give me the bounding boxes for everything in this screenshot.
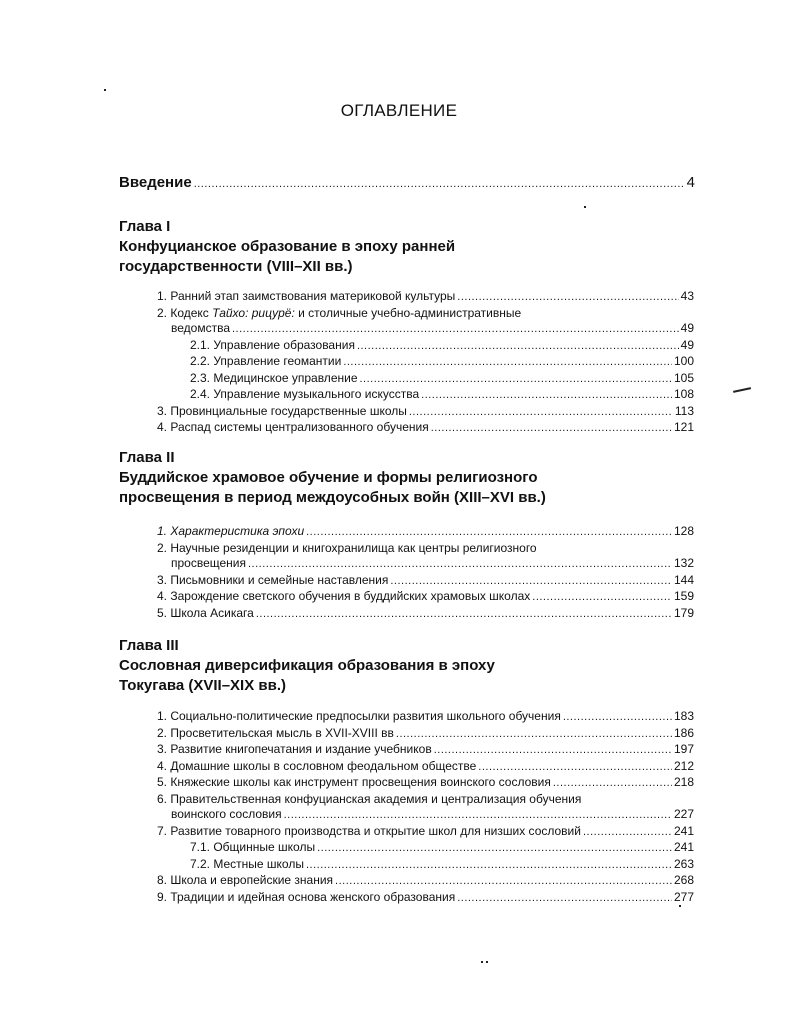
toc-entry-text: 1. Характеристика эпохи xyxy=(157,524,305,538)
toc-entry-page: 128 xyxy=(673,524,694,538)
leader-dots xyxy=(457,290,678,306)
leader-dots xyxy=(306,525,672,541)
toc-entry-text: 2. Кодекс Тайхо: рицурё: и столичные учебно-административные xyxy=(157,305,522,320)
toc-entry-page: 105 xyxy=(673,370,694,385)
toc-entry-text: 1. Ранний этап заимствования материковой культуры xyxy=(157,289,456,303)
toc-entry-text: 4. Домашние школы в сословном феодальном обществе xyxy=(157,758,477,773)
toc-entry-page: 212 xyxy=(673,758,694,773)
toc-entry[interactable] xyxy=(157,404,694,421)
toc-entry[interactable] xyxy=(157,606,694,623)
toc-entry[interactable] xyxy=(157,824,694,841)
toc-entry-text: 9. Традиции и идейная основа женского образования xyxy=(157,889,456,904)
leader-dots xyxy=(360,372,672,388)
toc-entry-text: 7.2. Местные школы xyxy=(190,856,304,871)
toc-entry-text: 1. Социально-политические предпосылки развития школьного обучения xyxy=(157,709,561,723)
toc-entry-page: 159 xyxy=(673,589,694,603)
toc-entry[interactable] xyxy=(157,709,694,726)
toc-entry[interactable] xyxy=(157,524,694,541)
chapter-heading xyxy=(119,636,719,696)
toc-entry[interactable] xyxy=(157,759,694,776)
leader-dots xyxy=(421,388,672,404)
leader-dots xyxy=(343,355,672,371)
toc-entry-page: 263 xyxy=(673,856,694,871)
toc-entry-text: 2.2. Управление геомантии xyxy=(190,354,342,368)
toc-intro-page: 4 xyxy=(686,174,695,191)
leader-dots xyxy=(335,874,672,890)
toc-entry-text: 3. Письмовники и семейные наставления xyxy=(157,572,389,587)
toc-entry-text: 7.1. Общинные школы xyxy=(190,840,316,854)
toc-intro-label: Введение xyxy=(119,174,192,191)
leader-dots xyxy=(478,760,672,776)
toc-entry-page: 132 xyxy=(673,556,694,570)
toc-entry[interactable] xyxy=(157,857,694,874)
toc-entry-page: 241 xyxy=(673,823,694,838)
toc-entry-page: 108 xyxy=(673,387,694,401)
leader-dots xyxy=(396,727,672,743)
chapter-title-line: Токугава (XVII–XIX вв.) xyxy=(119,677,286,694)
chapter-title-line: просвещения в период междоусобных войн (XIII–XVI вв.) xyxy=(119,489,546,506)
leader-dots xyxy=(409,405,673,421)
toc-entry-text-cont: просвещения xyxy=(171,556,246,570)
toc-entry-text: 4. Распад системы централизованного обучения xyxy=(157,420,429,434)
toc-entry-page: 268 xyxy=(673,873,694,887)
toc-entry-text-cont: воинского сословия xyxy=(171,807,282,821)
scan-mark xyxy=(486,961,488,963)
scan-mark xyxy=(104,89,106,91)
toc-entry[interactable] xyxy=(157,742,694,759)
toc-entry-text-cont: ведомства xyxy=(171,321,230,335)
toc-entry-text: 3. Развитие книгопечатания и издание учебников xyxy=(157,742,432,756)
toc-entry-text: 7. Развитие товарного производства и открытие школ для низших сословий xyxy=(157,823,581,838)
toc-entry[interactable] xyxy=(157,338,694,355)
leader-dots xyxy=(357,339,679,355)
chapter-number: Глава I xyxy=(119,218,171,235)
toc-entry-text: 2. Просветительская мысль в XVII-XVIII вв xyxy=(157,725,394,740)
toc-entry[interactable] xyxy=(157,420,694,437)
chapter-number: Глава II xyxy=(119,449,175,466)
chapter-entries xyxy=(157,709,694,906)
leader-dots xyxy=(306,858,672,874)
chapter-title-line: государственности (VIII–XII вв.) xyxy=(119,258,353,275)
leader-dots xyxy=(284,808,672,824)
leader-dots xyxy=(194,178,685,190)
leader-dots xyxy=(431,421,672,437)
scan-mark xyxy=(481,961,483,963)
leader-dots xyxy=(553,776,672,792)
page-title: ОГЛАВЛЕНИЕ xyxy=(340,101,458,120)
toc-entry[interactable] xyxy=(157,589,694,606)
toc-entry[interactable] xyxy=(157,840,694,857)
leader-dots xyxy=(434,743,672,759)
toc-entry-page: 100 xyxy=(673,354,694,368)
leader-dots xyxy=(563,710,672,726)
toc-entry-text: 2.4. Управление музыкального искусства xyxy=(190,387,420,401)
chapter-heading xyxy=(119,217,719,277)
toc-entry-text: 8. Школа и европейские знания xyxy=(157,873,334,887)
toc-entry-text: 2.3. Медицинское управление xyxy=(190,370,358,385)
chapter-entries xyxy=(157,289,694,437)
leader-dots xyxy=(532,590,672,606)
toc-entry-text: 4. Зарождение светского обучения в буддийских храмовых школах xyxy=(157,589,531,603)
chapter-heading xyxy=(119,448,719,508)
toc-entry[interactable] xyxy=(157,792,694,824)
leader-dots xyxy=(390,574,672,590)
toc-entry-page: 227 xyxy=(673,807,694,821)
toc-entry[interactable] xyxy=(157,371,694,388)
chapter-title-line: Сословная диверсификация образования в эпоху xyxy=(119,657,495,674)
toc-entry-page: 183 xyxy=(673,709,694,723)
toc-entry-italic: Тайхо: рицурё: xyxy=(212,305,295,320)
toc-entry[interactable] xyxy=(157,726,694,743)
toc-entry-page: 197 xyxy=(673,742,694,756)
toc-entry-page: 49 xyxy=(680,337,694,352)
toc-entry[interactable] xyxy=(157,775,694,792)
toc-entry-page: 179 xyxy=(673,605,694,620)
scan-mark xyxy=(679,905,681,907)
leader-dots xyxy=(248,557,672,573)
toc-entry[interactable] xyxy=(157,289,694,306)
leader-dots xyxy=(232,322,679,338)
toc-entry-page: 43 xyxy=(680,289,694,303)
toc-entry[interactable] xyxy=(157,306,694,338)
toc-intro[interactable] xyxy=(119,174,695,191)
toc-entry-page: 144 xyxy=(673,572,694,587)
leader-dots xyxy=(256,607,672,623)
toc-entry-text: 2. Научные резиденции и книгохранилища как центры религиозного xyxy=(157,540,537,555)
scan-mark xyxy=(584,206,586,208)
toc-entry-page: 218 xyxy=(673,775,694,789)
toc-entry-text: 2.1. Управление образования xyxy=(190,337,355,352)
toc-entry[interactable] xyxy=(157,873,694,890)
scan-mark xyxy=(733,387,751,392)
toc-entry[interactable] xyxy=(157,573,694,590)
chapter-title-line: Буддийское храмовое обучение и формы религиозного xyxy=(119,469,538,486)
toc-entry[interactable] xyxy=(157,890,694,907)
toc-entry-page: 277 xyxy=(673,889,694,904)
toc-entry-text: 6. Правительственная конфуцианская академия и централизация обучения xyxy=(157,791,582,806)
leader-dots xyxy=(583,825,672,841)
chapter-title-line: Конфуцианское образование в эпоху ранней xyxy=(119,238,456,255)
chapter-entries xyxy=(157,524,694,622)
toc-entry-text: 5. Школа Асикага xyxy=(157,605,254,620)
toc-entry-page: 241 xyxy=(673,840,694,854)
toc-entry-page: 186 xyxy=(673,725,694,740)
toc-entry-page: 113 xyxy=(674,403,694,418)
toc-entry-text: 5. Княжеские школы как инструмент просвещения воинского сословия xyxy=(157,775,551,789)
toc-entry-page: 49 xyxy=(680,321,694,335)
toc-entry-page: 121 xyxy=(673,420,694,434)
toc-entry[interactable] xyxy=(157,387,694,404)
leader-dots xyxy=(317,841,672,857)
toc-entry[interactable] xyxy=(157,541,694,573)
toc-entry[interactable] xyxy=(157,354,694,371)
chapter-number: Глава III xyxy=(119,637,179,654)
toc-entry-text: 3. Провинциальные государственные школы xyxy=(157,403,407,418)
leader-dots xyxy=(457,891,672,907)
